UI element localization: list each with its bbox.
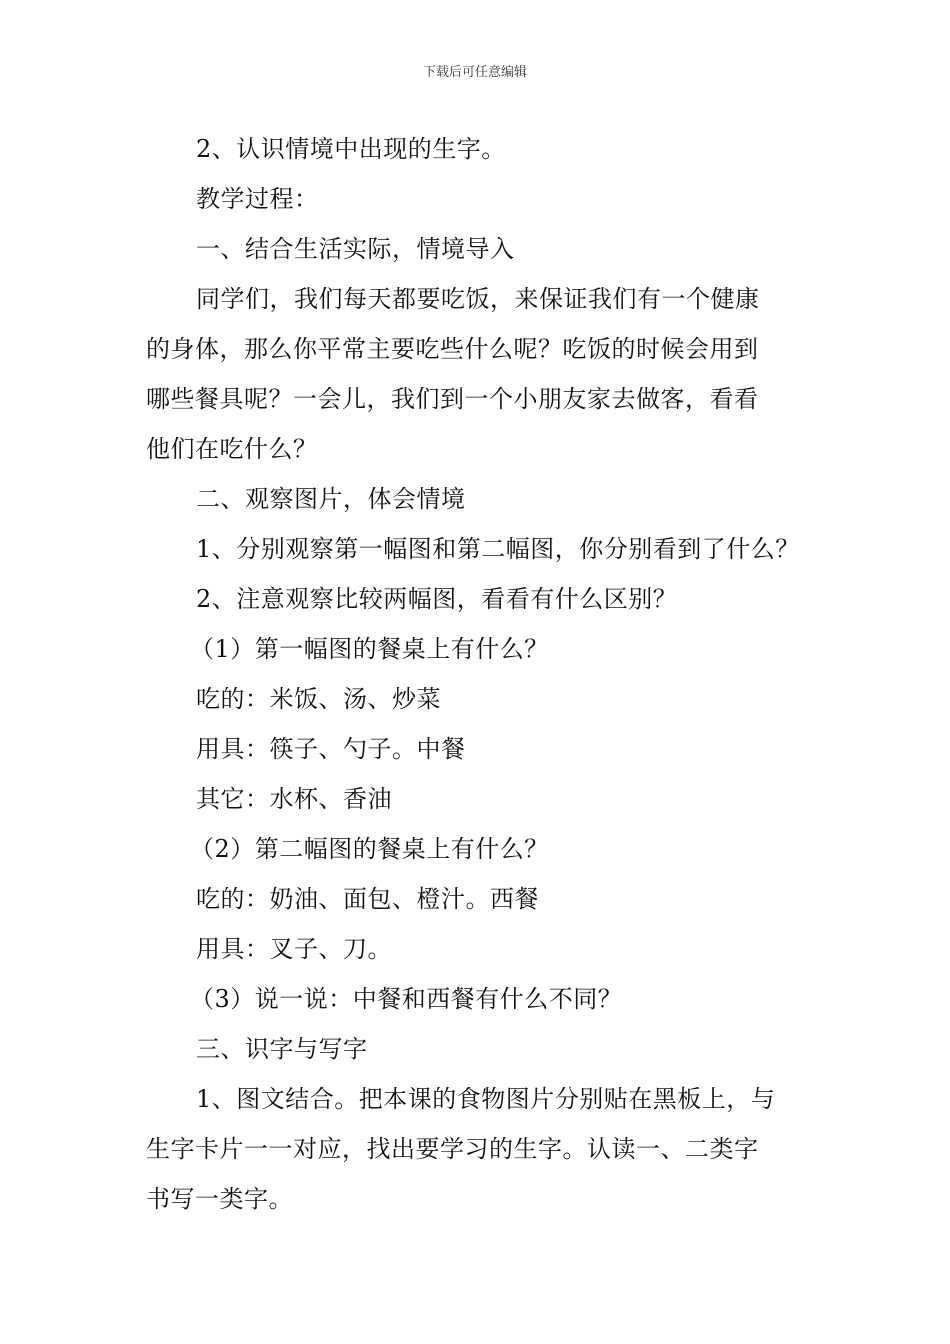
text-line: （3）说一说：中餐和西餐有什么不同？ [190, 985, 623, 1013]
text-line: （1）第一幅图的餐桌上有什么？ [190, 635, 549, 663]
text-line: 吃的：米饭、汤、炒菜 [196, 685, 441, 713]
paragraph-line: 1、图文结合。把本课的食物图片分别贴在黑板上，与 [196, 1085, 776, 1113]
paragraph-line: 哪些餐具呢？一会儿，我们到一个小朋友家去做客，看看 [146, 385, 759, 413]
document-body [146, 124, 810, 1224]
paragraph-line: 书写一类字。 [146, 1185, 293, 1213]
text-line: 吃的：奶油、面包、橙汁。西餐 [196, 885, 539, 913]
paragraph-line: 他们在吃什么？ [146, 435, 318, 463]
paragraph-line: 的身体，那么你平常主要吃些什么呢？吃饭的时候会用到 [146, 335, 759, 363]
paragraph-line: 同学们，我们每天都要吃饭，来保证我们有一个健康 [196, 285, 760, 313]
text-line: 其它：水杯、香油 [196, 785, 392, 813]
text-line: 用具：叉子、刀。 [196, 935, 392, 963]
text-line: 2、认识情境中出现的生字。 [196, 135, 506, 163]
text-line: （2）第二幅图的餐桌上有什么？ [190, 835, 549, 863]
section-heading: 二、观察图片，体会情境 [196, 485, 466, 513]
text-line: 2、注意观察比较两幅图，看看有什么区别？ [196, 585, 678, 613]
text-line: 教学过程： [196, 185, 319, 213]
paragraph-line: 生字卡片一一对应，找出要学习的生字。认读一、二类字 [146, 1135, 759, 1163]
text-line: 用具：筷子、勺子。中餐 [196, 735, 466, 763]
text-line: 1、分别观察第一幅图和第二幅图，你分别看到了什么？ [196, 535, 800, 563]
section-heading: 三、识字与写字 [196, 1035, 368, 1063]
page-header: 下载后可任意编辑 [422, 65, 527, 80]
section-heading: 一、结合生活实际，情境导入 [196, 235, 515, 263]
